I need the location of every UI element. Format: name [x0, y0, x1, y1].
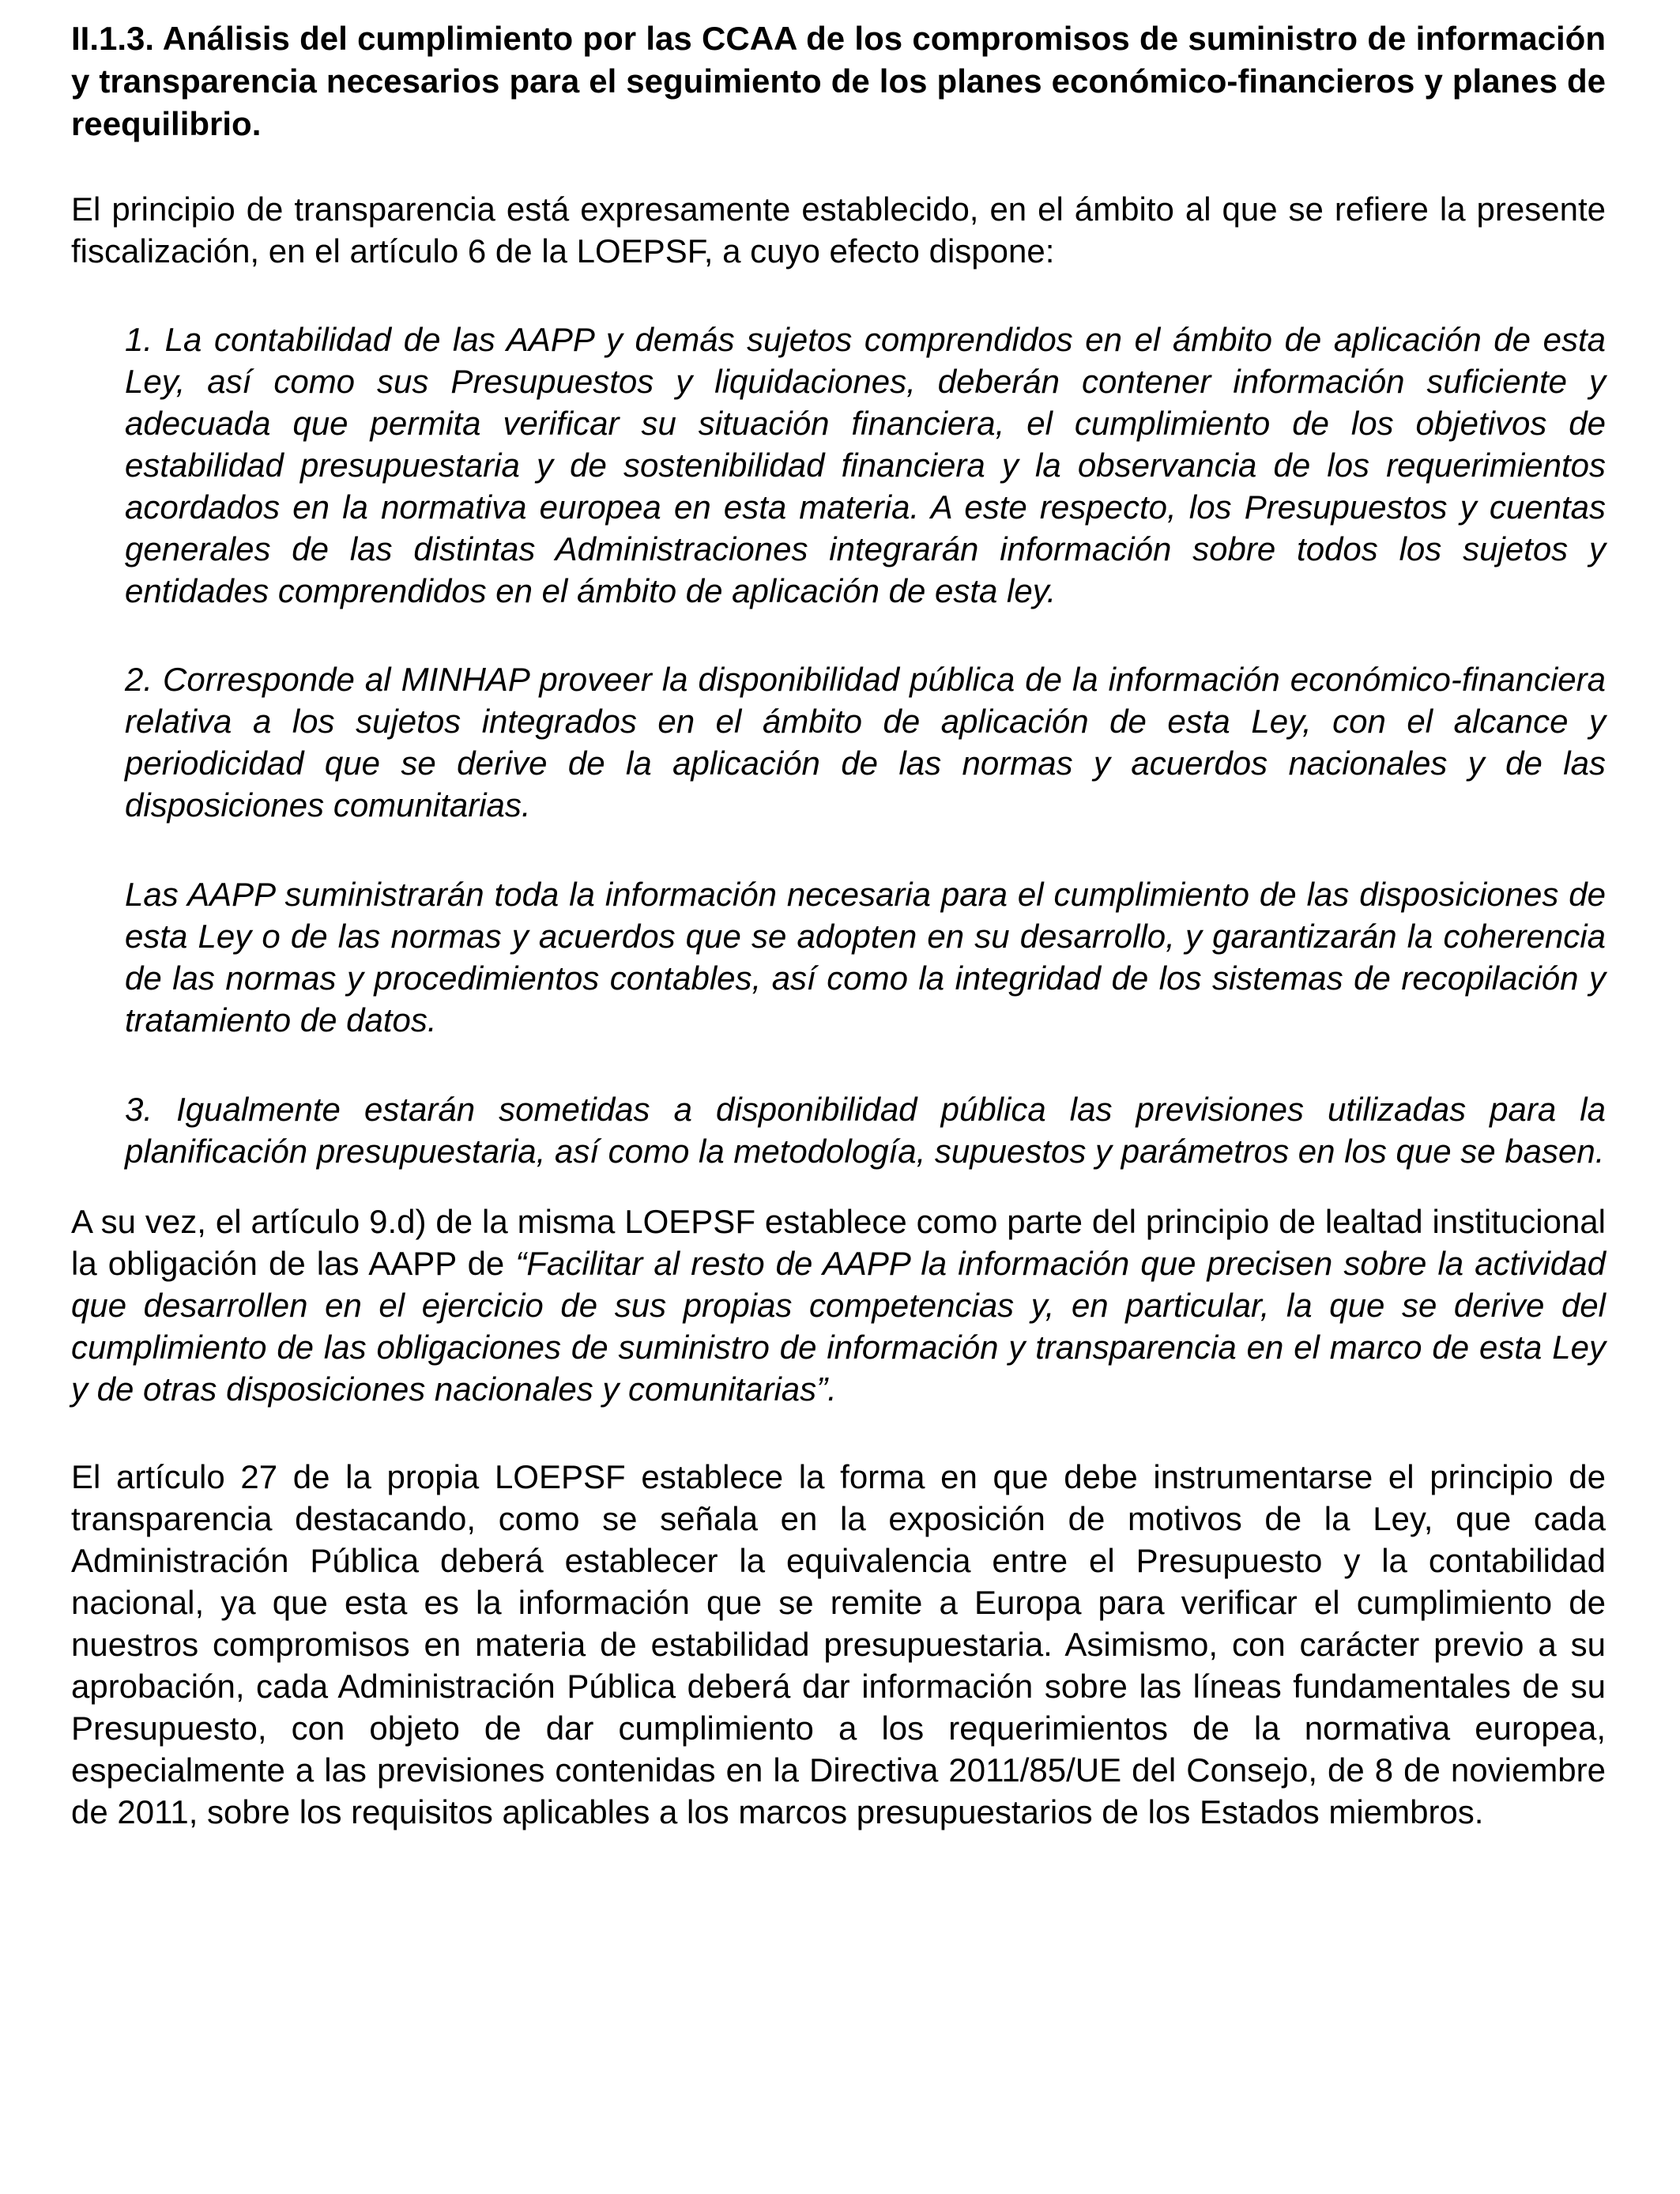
document-page [71, 17, 1606, 1833]
quote-point-1: 1. La contabilidad de las AAPP y demás sujetos comprendidos en el ámbito de aplicación de esta Ley, así como sus Presupuestos y liquidaciones, deberán contener información suficiente y adecuada que permita verificar su situación financiera, el cumplimiento de los objetivos de estabilidad presupuestaria y de sostenibilidad financiera y la observancia de los requerimientos acordados en la normativa europea en esta materia. A este respecto, los Presupuestos y cuentas generales de las distintas Administraciones integrarán información sobre todos los sujetos y entidades comprendidos en el ámbito de aplicación de esta ley. [125, 321, 1606, 609]
intro-paragraph: El principio de transparencia está expresamente establecido, en el ámbito al que se refiere la presente fiscalización, en el artículo 6 de la LOEPSF, a cuyo efecto dispone: [71, 190, 1606, 270]
quote-point-3: 3. Igualmente estarán sometidas a disponibilidad pública las previsiones utilizadas para la planificación presupuestaria, así como la metodología, supuestos y parámetros en los que se basen. [125, 1091, 1606, 1170]
article-9-quote: “Facilitar al resto de AAPP la información que precisen sobre la actividad que desarrollen en el ejercicio de sus propias competencias y, en particular, la que se derive del cumplimiento de las obligaciones de suministro de información y transparencia en el marco de esta Ley y de otras disposiciones nacionales y comunitarias”. [71, 1245, 1606, 1408]
article-9-paragraph [71, 1201, 1606, 1410]
article-9-lead: A su vez, el artículo 9.d) de la misma LOEPSF establece como parte del principio de lealtad institucional la obligación de las AAPP de [71, 1203, 1606, 1282]
quote-point-2: 2. Corresponde al MINHAP proveer la disponibilidad pública de la información económico-financiera relativa a los sujetos integrados en el ámbito de aplicación de esta Ley, con el alcance y periodicidad que se derive de la aplicación de las normas y acuerdos nacionales y de las disposiciones comunitarias. [125, 661, 1606, 824]
article-27-paragraph: El artículo 27 de la propia LOEPSF establece la forma en que debe instrumentarse el principio de transparencia destacando, como se señala en la exposición de motivos de la Ley, que cada Administración Pública deberá establecer la equivalencia entre el Presupuesto y la contabilidad nacional, ya que esta es la información que se remite a Europa para verificar el cumplimiento de nuestros compromisos en materia de estabilidad presupuestaria. Asimismo, con carácter previo a su aprobación, cada Administración Pública deberá dar información sobre las líneas fundamentales de su Presupuesto, con objeto de dar cumplimiento a los requerimientos de la normativa europea, especialmente a las previsiones contenidas en la Directiva 2011/85/UE del Consejo, de 8 de noviembre de 2011, sobre los requisitos aplicables a los marcos presupuestarios de los Estados miembros. [71, 1458, 1606, 1830]
quote-point-2-continuation: Las AAPP suministrarán toda la información necesaria para el cumplimiento de las disposiciones de esta Ley o de las normas y acuerdos que se adopten en su desarrollo, y garantizarán la coherencia de las normas y procedimientos contables, así como la integridad de los sistemas de recopilación y tratamiento de datos. [125, 876, 1606, 1039]
section-heading: II.1.3. Análisis del cumplimiento por las CCAA de los compromisos de suministro de información y transparencia necesarios para el seguimiento de los planes económico-financieros y planes de reequilibrio. [71, 20, 1606, 142]
